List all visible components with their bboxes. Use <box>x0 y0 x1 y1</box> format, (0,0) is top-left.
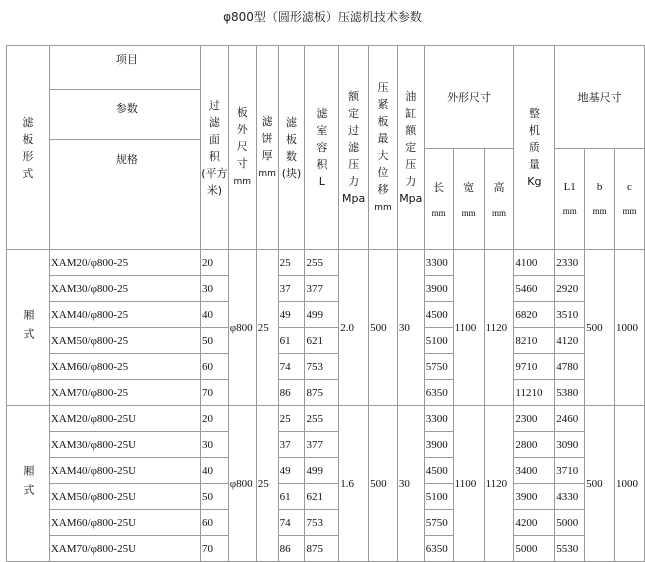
plates-cell: 86 <box>278 380 305 406</box>
l1-cell: 4330 <box>555 484 585 510</box>
table-row <box>7 354 645 380</box>
volume-cell: 377 <box>305 276 339 302</box>
header-press-travel-unit: mm <box>374 202 392 213</box>
header-l1-label: L1 <box>563 180 576 193</box>
area-cell: 50 <box>200 328 228 354</box>
volume-cell: 875 <box>305 536 339 562</box>
header-cyl-pressure <box>397 46 424 250</box>
header-weight <box>514 46 555 250</box>
header-divider-2 <box>50 139 201 140</box>
header-c-label: c <box>627 180 632 193</box>
header-chamber-volume <box>305 46 339 250</box>
header-l1-unit: mm <box>562 205 577 216</box>
area-cell: 40 <box>200 458 228 484</box>
header-cake-thickness <box>256 46 278 250</box>
spec-cell: XAM40/φ800-25U <box>49 458 200 484</box>
header-plate-size-label: 板 外 尺 寸 <box>236 106 248 170</box>
header-divider-1 <box>50 89 201 90</box>
area-cell: 70 <box>200 536 228 562</box>
table-row <box>7 406 645 432</box>
width-cell: 1100 <box>453 250 484 406</box>
volume-cell: 377 <box>305 432 339 458</box>
table-row <box>7 432 645 458</box>
header-press-travel <box>369 46 398 250</box>
width-cell: 1100 <box>453 406 484 562</box>
c-cell: 1000 <box>614 250 644 406</box>
header-chamber-volume-unit: L <box>318 175 325 188</box>
table-row <box>7 250 645 276</box>
height-cell: 1120 <box>484 250 514 406</box>
spec-cell: XAM50/φ800-25 <box>49 328 200 354</box>
l1-cell: 2330 <box>555 250 585 276</box>
spec-cell: XAM20/φ800-25U <box>49 406 200 432</box>
l1-cell: 5000 <box>555 510 585 536</box>
header-rated-pressure <box>339 46 369 250</box>
plates-cell: 86 <box>278 536 305 562</box>
volume-cell: 499 <box>305 458 339 484</box>
header-spec: 规格 <box>115 153 138 166</box>
length-cell: 5750 <box>424 510 453 536</box>
length-cell: 3300 <box>424 250 453 276</box>
weight-cell: 3400 <box>514 458 555 484</box>
header-cyl-pressure-label: 油 缸 额 定 压 力 <box>405 90 417 188</box>
header-filter-area-label: 过 滤 面 积 <box>208 98 220 163</box>
plates-cell: 25 <box>278 406 305 432</box>
header-chamber-volume-label: 滤 室 容 积 <box>316 107 328 171</box>
height-cell: 1120 <box>484 406 514 562</box>
header-length-unit: mm <box>431 207 446 218</box>
table-row <box>7 328 645 354</box>
table-row <box>7 302 645 328</box>
header-l1 <box>555 148 585 250</box>
cyl-cell: 30 <box>397 250 424 406</box>
spec-cell: XAM70/φ800-25U <box>49 536 200 562</box>
length-cell: 5100 <box>424 484 453 510</box>
volume-cell: 255 <box>305 406 339 432</box>
header-diagonal-cell <box>49 46 200 250</box>
header-height-label: 高 <box>493 180 505 194</box>
l1-cell: 4780 <box>555 354 585 380</box>
weight-cell: 9710 <box>514 354 555 380</box>
header-plate-count <box>278 46 305 250</box>
header-plate-count-label: 滤 板 数 <box>286 115 298 163</box>
plates-cell: 74 <box>278 510 305 536</box>
header-param: 参数 <box>115 102 138 115</box>
length-cell: 3300 <box>424 406 453 432</box>
plates-cell: 74 <box>278 354 305 380</box>
header-foundation-label: 地基尺寸 <box>577 90 622 104</box>
weight-cell: 5460 <box>514 276 555 302</box>
header-plate-size <box>228 46 256 250</box>
spec-cell: XAM30/φ800-25 <box>49 276 200 302</box>
area-cell: 60 <box>200 510 228 536</box>
plates-cell: 37 <box>278 276 305 302</box>
header-press-travel-label: 压 紧 板 最 大 位 移 <box>377 80 389 196</box>
l1-cell: 2920 <box>555 276 585 302</box>
header-length <box>424 148 453 250</box>
length-cell: 3900 <box>424 432 453 458</box>
spec-cell: XAM20/φ800-25 <box>49 250 200 276</box>
header-filter-area-unit: (平方米) <box>201 166 228 197</box>
header-filter-area <box>200 46 228 250</box>
plates-cell: 25 <box>278 250 305 276</box>
l1-cell: 4120 <box>555 328 585 354</box>
volume-cell: 753 <box>305 354 339 380</box>
weight-cell: 5000 <box>514 536 555 562</box>
weight-cell: 2300 <box>514 406 555 432</box>
l1-cell: 3710 <box>555 458 585 484</box>
weight-cell: 4100 <box>514 250 555 276</box>
plates-cell: 61 <box>278 484 305 510</box>
l1-cell: 2460 <box>555 406 585 432</box>
spec-table <box>6 45 645 562</box>
header-item: 项目 <box>115 53 138 66</box>
pressure-cell: 2.0 <box>339 250 369 406</box>
travel-cell: 500 <box>369 406 398 562</box>
length-cell: 6350 <box>424 536 453 562</box>
header-outline <box>424 46 514 149</box>
length-cell: 5100 <box>424 328 453 354</box>
header-b-label: b <box>596 180 603 193</box>
spec-cell: XAM60/φ800-25 <box>49 354 200 380</box>
area-cell: 70 <box>200 380 228 406</box>
length-cell: 6350 <box>424 380 453 406</box>
plates-cell: 61 <box>278 328 305 354</box>
header-rated-pressure-unit: Mpa <box>342 192 366 205</box>
header-plate-count-unit: (块) <box>281 166 302 180</box>
length-cell: 3900 <box>424 276 453 302</box>
header-c-unit: mm <box>622 205 637 216</box>
weight-cell: 6820 <box>514 302 555 328</box>
header-cyl-pressure-unit: Mpa <box>399 192 423 205</box>
volume-cell: 621 <box>305 328 339 354</box>
volume-cell: 499 <box>305 302 339 328</box>
length-cell: 5750 <box>424 354 453 380</box>
spec-cell: XAM30/φ800-25U <box>49 432 200 458</box>
l1-cell: 3090 <box>555 432 585 458</box>
area-cell: 40 <box>200 302 228 328</box>
header-plate-type-label: 滤 板 形 式 <box>22 115 34 180</box>
header-b <box>585 148 615 250</box>
pressure-cell: 1.6 <box>339 406 369 562</box>
volume-cell: 753 <box>305 510 339 536</box>
b-cell: 500 <box>585 250 615 406</box>
table-row <box>7 484 645 510</box>
area-cell: 60 <box>200 354 228 380</box>
area-cell: 30 <box>200 276 228 302</box>
weight-cell: 2800 <box>514 432 555 458</box>
weight-cell: 11210 <box>514 380 555 406</box>
volume-cell: 875 <box>305 380 339 406</box>
header-weight-unit: Kg <box>527 175 542 188</box>
cake-cell: 25 <box>256 406 278 562</box>
table-row <box>7 458 645 484</box>
header-c <box>614 148 644 250</box>
weight-cell: 8210 <box>514 328 555 354</box>
header-b-unit: mm <box>592 205 607 216</box>
header-foundation <box>555 46 645 149</box>
plates-cell: 49 <box>278 458 305 484</box>
cyl-cell: 30 <box>397 406 424 562</box>
weight-cell: 4200 <box>514 510 555 536</box>
plate-size-cell: φ800 <box>228 406 256 562</box>
area-cell: 30 <box>200 432 228 458</box>
travel-cell: 500 <box>369 250 398 406</box>
spec-cell: XAM60/φ800-25U <box>49 510 200 536</box>
header-width <box>453 148 484 250</box>
spec-cell: XAM70/φ800-25 <box>49 380 200 406</box>
header-rated-pressure-label: 额 定 过 滤 压 力 <box>348 90 360 188</box>
cake-cell: 25 <box>256 250 278 406</box>
plates-cell: 49 <box>278 302 305 328</box>
spec-cell: XAM40/φ800-25 <box>49 302 200 328</box>
header-outline-label: 外形尺寸 <box>447 90 492 104</box>
plate-type-cell: 厢式 <box>7 406 50 562</box>
length-cell: 4500 <box>424 458 453 484</box>
page-title: φ800型（圆形滤板）压滤机技术参数 <box>223 10 422 24</box>
plate-type-cell: 厢式 <box>7 250 50 406</box>
area-cell: 50 <box>200 484 228 510</box>
table-row <box>7 276 645 302</box>
header-height-unit: mm <box>491 207 506 218</box>
weight-cell: 3900 <box>514 484 555 510</box>
header-width-label: 宽 <box>463 180 475 194</box>
volume-cell: 255 <box>305 250 339 276</box>
header-length-label: 长 <box>433 180 445 194</box>
l1-cell: 5530 <box>555 536 585 562</box>
header-width-unit: mm <box>461 207 476 218</box>
l1-cell: 3510 <box>555 302 585 328</box>
header-height <box>484 148 514 250</box>
volume-cell: 621 <box>305 484 339 510</box>
header-cake-thickness-label: 滤 饼 厚 <box>261 114 273 162</box>
spec-cell: XAM50/φ800-25U <box>49 484 200 510</box>
length-cell: 4500 <box>424 302 453 328</box>
header-weight-label: 整 机 质 量 <box>528 107 540 171</box>
table-row <box>7 380 645 406</box>
area-cell: 20 <box>200 406 228 432</box>
b-cell: 500 <box>585 406 615 562</box>
header-plate-size-unit: mm <box>233 177 252 187</box>
l1-cell: 5380 <box>555 380 585 406</box>
plates-cell: 37 <box>278 432 305 458</box>
table-row <box>7 536 645 562</box>
header-cake-thickness-unit: mm <box>258 168 276 179</box>
table-row <box>7 510 645 536</box>
plate-size-cell: φ800 <box>228 250 256 406</box>
area-cell: 20 <box>200 250 228 276</box>
header-plate-type <box>7 46 50 250</box>
c-cell: 1000 <box>614 406 644 562</box>
